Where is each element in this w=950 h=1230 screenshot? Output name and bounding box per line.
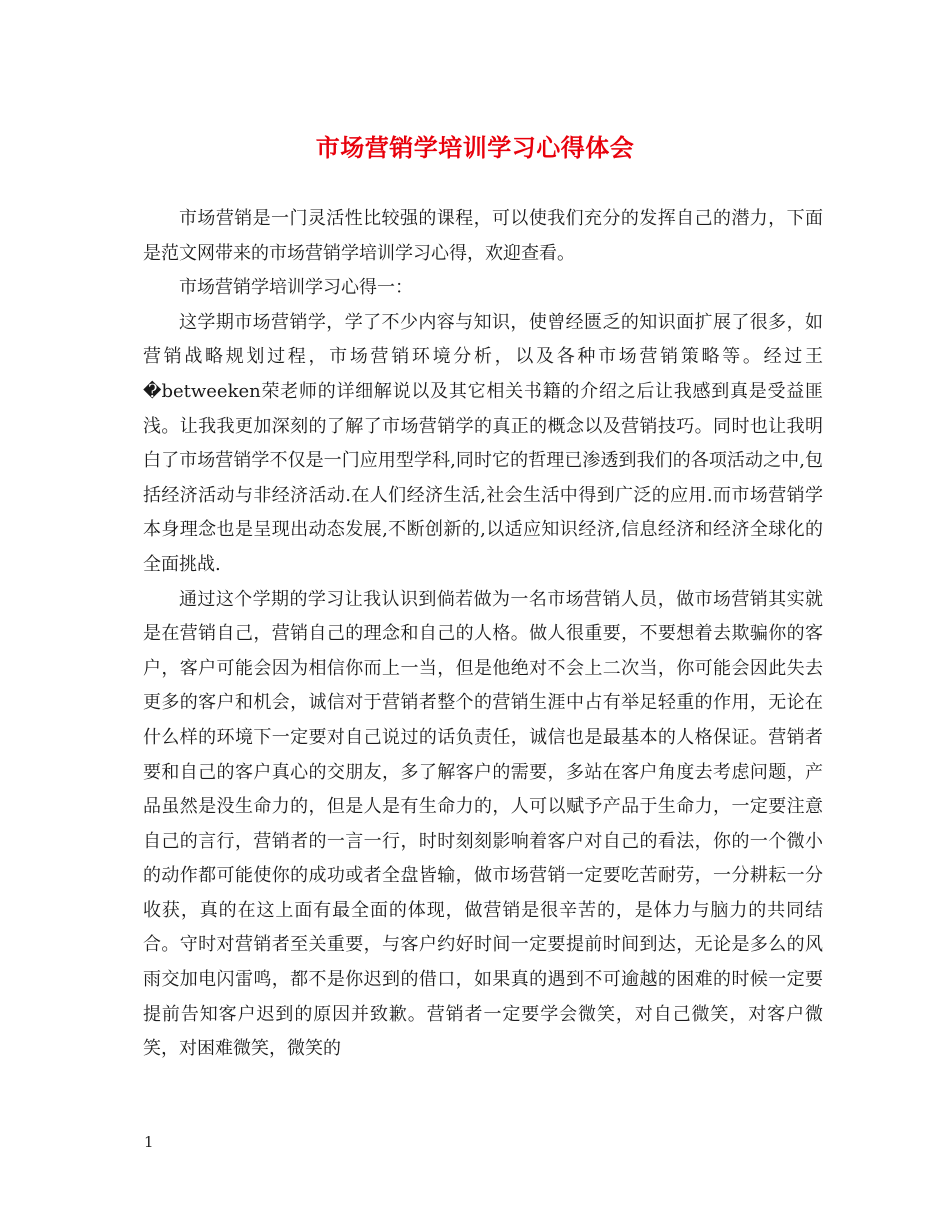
body-paragraph: 通过这个学期的学习让我认识到倘若做为一名市场营销人员，做市场营销其实就是在营销自己，营销自己的理念和自己的人格。做人很重要，不要想着去欺骗你的客户，客户可能会因为相信你而上一当，但是他绝对不会上二次当，你可能会因此失去更多的客户和机会，诚信对于营销者整个的营销生涯中占有举足轻重的作用，无论在什么样的环境下一定要对自己说过的话负责任，诚信也是最基本的人格保证。营销者要和自己的客户真心的交朋友，多了解客户的需要，多站在客户角度去考虑问题，产品虽然是没生命力的，但是人是有生命力的，人可以赋予产品于生命力，一定要注意自己的言行，营销者的一言一行，时时刻刻影响着客户对自己的看法，你的一个微小的动作都可能使你的成功或者全盘皆输，做市场营销一定要吃苦耐劳，一分耕耘一分收获，真的在这上面有最全面的体现，做营销是很辛苦的，是体力与脑力的共同结合。守时对营销者至关重要，与客户约好时间一定要提前时间到达，无论是多么的风雨交加电闪雷鸣，都不是你迟到的借口，如果真的遇到不可逾越的困难的时候一定要提前告知客户迟到的原因并致歉。营销者一定要学会微笑，对自己微笑，对客户微笑，对困难微笑，微笑的 <box>143 588 823 1060</box>
page-number: 1 <box>144 1133 154 1151</box>
document-body <box>143 202 823 1067</box>
body-paragraph: 这学期市场营销学，学了不少内容与知识，使曾经匮乏的知识面扩展了很多，如营销战略规划过程，市场营销环境分析，以及各种市场营销策略等。经过王�betweeken荣老师的详细解说以及其它相关书籍的介绍之后让我感到真是受益匪浅。让我我更加深刻的了解了市场营销学的真正的概念以及营销技巧。同时也让我明白了市场营销学不仅是一门应用型学科,同时它的哲理已渗透到我们的各项活动之中,包括经济活动与非经济活动.在人们经济生活,社会生活中得到广泛的应用.而市场营销学本身理念也是呈现出动态发展,不断创新的,以适应知识经济,信息经济和经济全球化的全面挑战. <box>143 311 823 575</box>
intro-paragraph: 市场营销是一门灵活性比较强的课程，可以使我们充分的发挥自己的潜力，下面是范文网带来的市场营销学培训学习心得，欢迎查看。 <box>143 208 823 264</box>
section-heading: 市场营销学培训学习心得一： <box>179 277 413 299</box>
document-title: 市场营销学培训学习心得体会 <box>315 133 635 162</box>
